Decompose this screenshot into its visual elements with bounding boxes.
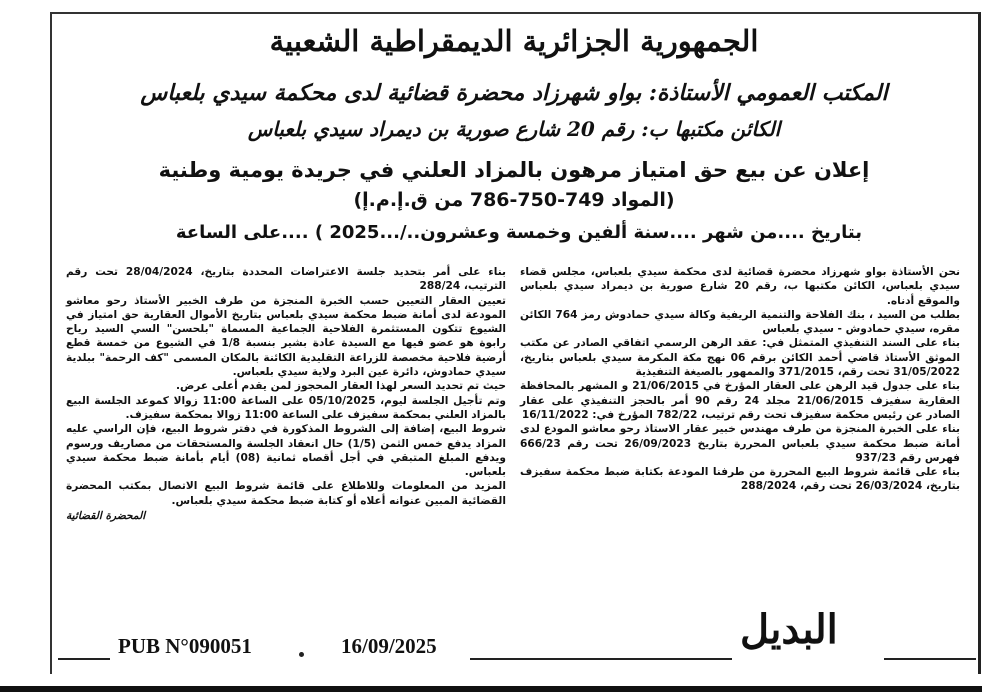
newspaper-name: البديل [740, 606, 838, 653]
paragraph: بناء على الخبرة المنجزة من طرف مهندس خبير عقار الاستاذ رحو معاشو المودع لدى أمانة ضبط محكمة سيدي بلعباس المحررة بتاريخ 26/09/2023 تحت رقم 666/23 فهرس رقم 937/23 [520, 423, 960, 464]
auction-date-line: بتاريخ ....من شهر ....سنة ألفين وخمسة وعشرون../...2025 ) ....على الساعة [175, 222, 862, 243]
left-text-column [66, 265, 506, 523]
paragraph: حيث تم تحديد السعر لهذا العقار المحجوز لمن يقدم أعلى عرض. [176, 380, 506, 393]
notice-title: إعلان عن بيع حق امتياز مرهون بالمزاد العلني في جريدة يومية وطنية [158, 158, 870, 182]
address-line: الكائن مكتبها ب: رقم 20 شارع صورية بن ديمراد سيدي بلعباس [247, 117, 781, 141]
publication-date: 16/09/2025 [341, 634, 437, 658]
publication-number: PUB N°090051 [118, 634, 252, 658]
bottom-border [0, 686, 982, 692]
articles-reference: (المواد 749-750-786 من ق.إ.م.إ) [353, 189, 675, 211]
paragraph: بطلب من السيد ، بنك الفلاحة والتنمية الريفية وكالة سيدي حمادوش رمز 764 الكائن مقره، سيدي حمادوش - سيدي بلعباس [520, 308, 961, 336]
paragraph: بناء على جدول قيد الرهن على العقار المؤرخ في 21/06/2015 و المشهر بالمحافظة العقارية سفيزف 21/06/2015 مجلد 24 رقم 90 أمر بالحجز التنفيذي على عقار الصادر عن رئيس محكمة سفيزف تحت رقم ترتيب، 782/22 المؤرخ في: 16/11/2022 [520, 380, 960, 421]
footer-divider [884, 658, 976, 660]
paragraph: بناء على أمر بتحديد جلسة الاعتراضات المحددة بتاريخ، 28/04/2024 تحت رقم الترتيب، 288/24 [66, 266, 507, 293]
paragraph: المزيد من المعلومات وللاطلاع على قائمة شروط البيع الاتصال بمكتب المحضرة القضائية المبين عنوانه أعلاه أو كتابة ضبط محكمة سيدي بلعباس. [66, 480, 506, 507]
footer-divider [58, 658, 110, 660]
paragraph: بناء على قائمة شروط البيع المحررة من طرفنا المودعة بكتابة ضبط محكمة سفيزف بتاريخ، 26/03/2024 تحت رقم، 288/2024 [520, 466, 960, 493]
footer-divider [470, 658, 732, 660]
signature: المحضرة القضائية [66, 510, 146, 523]
right-text-column [520, 265, 960, 494]
paragraph: نحن الأستاذة بواو شهرزاد محضرة قضائية لدى محكمة سيدي بلعباس، مجلس قضاء سيدي بلعباس، الكائن مكتبها ب، رقم 20 شارع صورية بن ديمراد سيدي بلعباس والموقع أدناه. [520, 266, 960, 307]
paragraph: شروط البيع، إضافة إلى الشروط المذكورة في دفتر شروط البيع، فإن الراسي عليه المزاد يدفع خمس الثمن (1/5) حال انعقاد الجلسة والمستحقات من مصاريف ورسوم ويدفع المبلغ المتبقي في أجل أقصاه ثمانية (08) أيام بأمانة ضبط محكمة سيدي بلعباس. [66, 423, 506, 479]
paragraph: تعيين العقار التعيين حسب الخبرة المنجزة من طرف الخبير الأستاذ رحو معاشو المودعة لدى أمانة ضبط محكمة سيدي بلعباس بتاريخ الأموال العقارية حق امتياز في الشيوع تتكون المستثمرة الفلاحية الجماعية المسماة "بلحسن" السي السيد رياح رابوة هو عضو فيها مع السيدة عادة بشير بنسبة 1/8 في الشيوع من خمسة قطع أرضية فلاحية مخصصة للزراعة التقليدية الكائنة بالمكان المسمى "كف الرحمة" ببلدية سيدي حمادوش، دائرة عين البرد ولاية سيدي بلعباس. [66, 294, 506, 379]
office-line: المكتب العمومي الأستاذة: بواو شهرزاد محضرة قضائية لدى محكمة سيدي بلعباس [140, 80, 888, 106]
paragraph: بناء على السند التنفيذي المتمثل في: عقد الرهن الرسمي اتفاقي الصادر عن مكتب الموثق الأستاذ قاضي أحمد الكائن برقم 06 نهج مكة المكرمة سيدي بلعباس بتاريخ، 31/05/2022 تحت رقم، 371/2015 والممهور بالصيغة التنفيذية [520, 337, 960, 379]
republic-title: الجمهورية الجزائرية الديمقراطية الشعبية [269, 24, 759, 58]
paragraph: وتم تأجيل الجلسة ليوم، 05/10/2025 على الساعة 11:00 زوالا كموعد الجلسة البيع بالمزاد العلني بمحكمة سفيزف على الساعة 11:00 زوالا بمحكمة سفيزف. [66, 394, 507, 421]
separator-dot [299, 652, 304, 657]
